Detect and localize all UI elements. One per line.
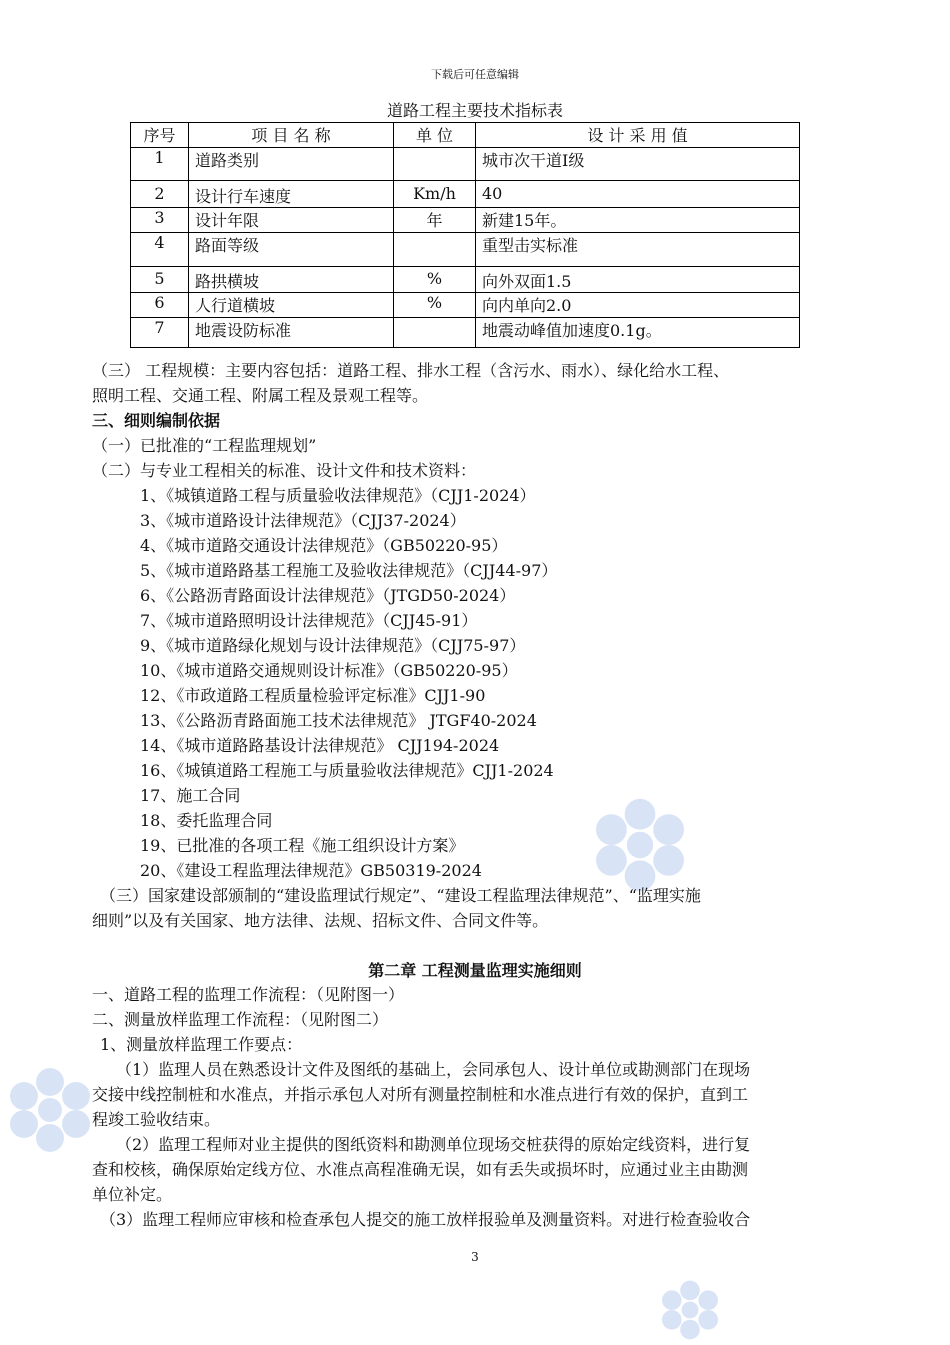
- table-title: 道路工程主要技术指标表: [386, 101, 563, 120]
- section-heading: 三、细则编制依据: [92, 411, 221, 430]
- snowflake-watermark-icon: [0, 1060, 100, 1160]
- table-row: [131, 318, 800, 348]
- reference-item: 5、《城市道路路基工程施工及验收法律规范》（CJJ44-97）: [140, 561, 558, 580]
- basis-item-2: （二）与专业工程相关的标准、设计文件和技术资料：: [92, 461, 477, 480]
- header-no: 序号: [131, 123, 189, 148]
- cell-unit: [394, 318, 476, 348]
- header-item: 项 目 名 称: [189, 123, 394, 148]
- snowflake-watermark-icon: [655, 1275, 725, 1345]
- reference-item: 17、施工合同: [140, 786, 241, 805]
- cell-no: 5: [131, 267, 189, 293]
- basis-item-1: （一）已批准的“工程监理规划”: [92, 436, 317, 455]
- cell-value: 新建15年。: [476, 208, 800, 233]
- cell-no: 6: [131, 293, 189, 318]
- survey-points-heading: 1、测量放样监理工作要点：: [100, 1035, 303, 1054]
- reference-item: 19、已批准的各项工程《施工组织设计方案》: [140, 836, 465, 855]
- cell-unit: Km/h: [394, 181, 476, 208]
- table-row: [131, 208, 800, 233]
- cell-item: 地震设防标准: [189, 318, 394, 348]
- para-2-line-2: 查和校核，确保原始定线方位、水准点高程准确无误，如有丢失或损坏时，应通过业主由勘测: [92, 1160, 749, 1179]
- chapter-title: 第二章 工程测量监理实施细则: [368, 961, 582, 980]
- workflow-line-1: 一、道路工程的监理工作流程：（见附图一）: [92, 985, 405, 1004]
- cell-item: 设计年限: [189, 208, 394, 233]
- reference-item: 16、《城镇道路工程施工与质量验收法律规范》CJJ1-2024: [140, 761, 554, 780]
- cell-item: 道路类别: [189, 148, 394, 181]
- cell-value: 地震动峰值加速度0.1g。: [476, 318, 800, 348]
- scale-line-1: （三） 工程规模：主要内容包括：道路工程、排水工程（含污水、雨水）、绿化给水工程、: [92, 361, 730, 380]
- reference-item: 9、《城市道路绿化规划与设计法律规范》（CJJ75-97）: [140, 636, 526, 655]
- table-row: [131, 293, 800, 318]
- header-value: 设 计 采 用 值: [476, 123, 800, 148]
- reference-item: 6、《公路沥青路面设计法律规范》（JTGD50-2024）: [140, 586, 516, 605]
- table-row: [131, 181, 800, 208]
- header-unit: 单 位: [394, 123, 476, 148]
- para-1-line-2: 交接中线控制桩和水准点，并指示承包人对所有测量控制桩和水准点进行有效的保护，直到工: [92, 1085, 749, 1104]
- workflow-line-2: 二、测量放样监理工作流程：（见附图二）: [92, 1010, 389, 1029]
- reference-item: 20、《建设工程监理法律规范》GB50319-2024: [140, 861, 482, 880]
- cell-no: 2: [131, 181, 189, 208]
- reference-item: 10、《城市道路交通规则设计标准》（GB50220-95）: [140, 661, 518, 680]
- para-3-line-1: （3）监理工程师应审核和检查承包人提交的施工放样报验单及测量资料。对进行检查验收合: [100, 1210, 751, 1229]
- reference-item: 14、《城市道路路基设计法律规范》 CJJ194-2024: [140, 736, 500, 755]
- cell-unit: [394, 233, 476, 267]
- scale-line-2: 照明工程、交通工程、附属工程及景观工程等。: [92, 386, 429, 405]
- cell-no: 3: [131, 208, 189, 233]
- reference-item: 3、《城市道路设计法律规范》（CJJ37-2024）: [140, 511, 466, 530]
- basis-item-3-line-1: （三）国家建设部颁制的“建设监理试行规定”、“建设工程监理法律规范”、“监理实施: [100, 886, 701, 905]
- para-2-line-1: （2）监理工程师对业主提供的图纸资料和勘测单位现场交桩获得的原始定线资料，进行复: [116, 1135, 751, 1154]
- table-header-row: [131, 123, 800, 148]
- cell-unit: %: [394, 293, 476, 318]
- cell-item: 人行道横坡: [189, 293, 394, 318]
- reference-item: 18、委托监理合同: [140, 811, 273, 830]
- cell-unit: 年: [394, 208, 476, 233]
- cell-item: 路拱横坡: [189, 267, 394, 293]
- cell-no: 7: [131, 318, 189, 348]
- cell-value: 重型击实标准: [476, 233, 800, 267]
- basis-item-3-line-2: 细则”以及有关国家、地方法律、法规、招标文件、合同文件等。: [92, 911, 549, 930]
- reference-item: 4、《城市道路交通设计法律规范》（GB50220-95）: [140, 536, 508, 555]
- para-1-line-1: （1）监理人员在熟悉设计文件及图纸的基础上，会同承包人、设计单位或勘测部门在现场: [116, 1060, 751, 1079]
- page-number: 3: [471, 1250, 479, 1264]
- reference-item: 7、《城市道路照明设计法律规范》（CJJ45-91）: [140, 611, 478, 630]
- reference-item: 13、《公路沥青路面施工技术法律规范》 JTGF40-2024: [140, 711, 537, 730]
- header-note: 下载后可任意编辑: [431, 68, 519, 81]
- table-row: [131, 233, 800, 267]
- table-row: [131, 267, 800, 293]
- cell-item: 路面等级: [189, 233, 394, 267]
- reference-item: 1、《城镇道路工程与质量验收法律规范》（CJJ1-2024）: [140, 486, 536, 505]
- cell-no: 1: [131, 148, 189, 181]
- cell-value: 40: [476, 181, 800, 208]
- cell-unit: [394, 148, 476, 181]
- para-2-line-3: 单位补定。: [92, 1185, 173, 1204]
- cell-value: 向外双面1.5: [476, 267, 800, 293]
- table-row: [131, 148, 800, 181]
- cell-no: 4: [131, 233, 189, 267]
- cell-value: 城市次干道Ⅰ级: [476, 148, 800, 181]
- para-1-line-3: 程竣工验收结束。: [92, 1110, 221, 1129]
- cell-unit: %: [394, 267, 476, 293]
- tech-spec-table: [130, 122, 800, 348]
- cell-value: 向内单向2.0: [476, 293, 800, 318]
- cell-item: 设计行车速度: [189, 181, 394, 208]
- reference-item: 12、《市政道路工程质量检验评定标准》CJJ1-90: [140, 686, 486, 705]
